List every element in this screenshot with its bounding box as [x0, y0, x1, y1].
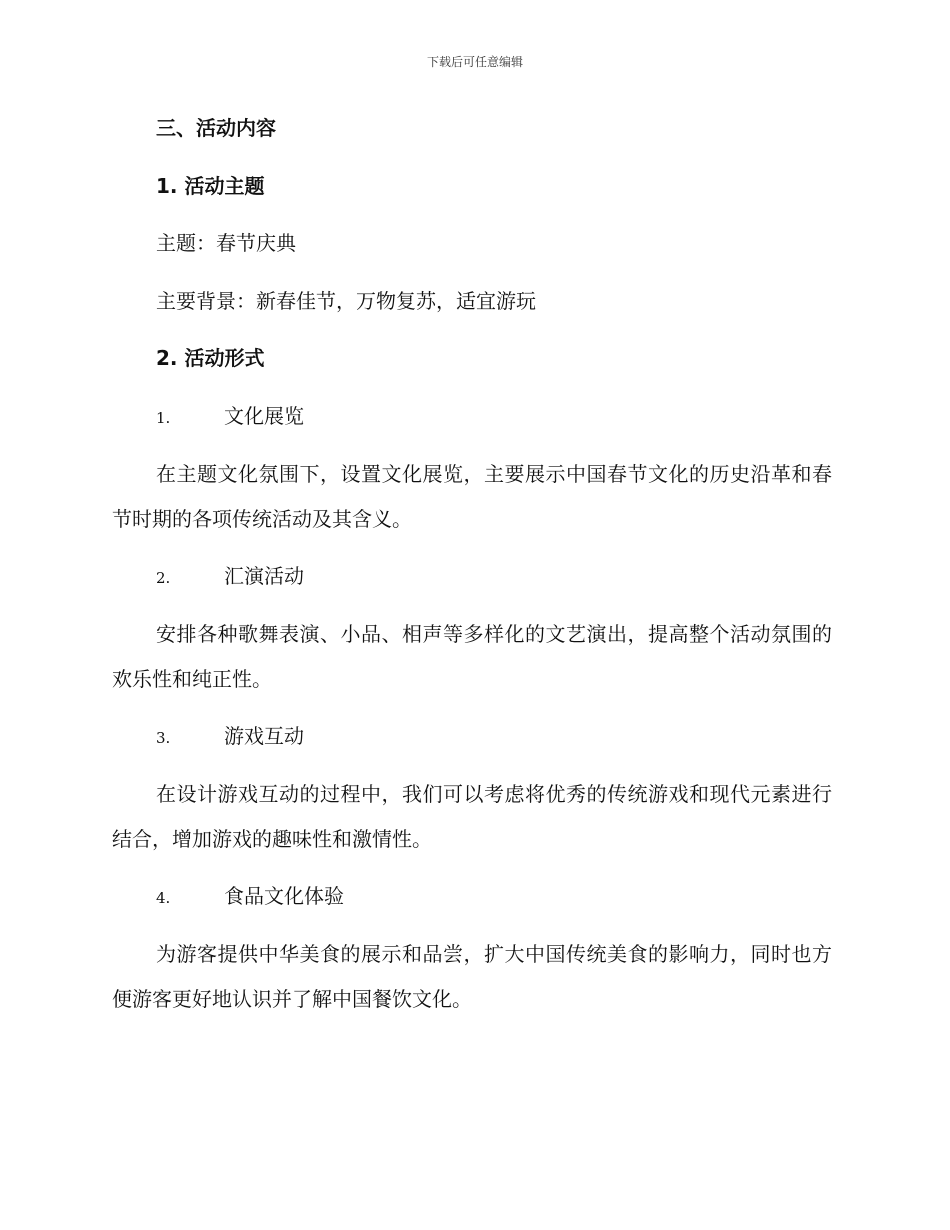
background-line: 主要背景：新春佳节，万物复苏，适宜游玩 [156, 289, 536, 313]
list-item-description: 在设计游戏互动的过程中，我们可以考虑将优秀的传统游戏和现代元素进行结合，增加游戏的趣味性和激情性。 [112, 782, 832, 851]
list-item-title: 汇演活动 [224, 564, 304, 588]
list-item [112, 402, 304, 432]
list-item-title: 食品文化体验 [224, 884, 344, 908]
list-item-number: 4. [156, 889, 171, 907]
list-item-number: 3. [156, 729, 171, 747]
list-item-description: 安排各种歌舞表演、小品、相声等多样化的文艺演出，提高整个活动氛围的欢乐性和纯正性。 [112, 622, 832, 691]
list-item-title: 文化展览 [224, 404, 304, 428]
list-item [112, 562, 304, 592]
list-item-number: 2. [156, 569, 171, 587]
list-item [112, 722, 304, 752]
list-item-description: 为游客提供中华美食的展示和品尝，扩大中国传统美食的影响力，同时也方便游客更好地认识并了解中国餐饮文化。 [112, 942, 832, 1011]
section-title: 三、活动内容 [156, 116, 276, 140]
list-item [112, 882, 344, 912]
subsection-title-theme: 1. 活动主题 [156, 174, 265, 198]
list-item-number: 1. [156, 409, 171, 427]
page-header: 下载后可任意编辑 [426, 55, 523, 69]
list-item-title: 游戏互动 [224, 724, 304, 748]
theme-line: 主题：春节庆典 [156, 231, 296, 255]
subsection-title-format: 2. 活动形式 [156, 346, 265, 370]
list-item-description: 在主题文化氛围下，设置文化展览，主要展示中国春节文化的历史沿革和春节时期的各项传统活动及其含义。 [112, 462, 832, 531]
